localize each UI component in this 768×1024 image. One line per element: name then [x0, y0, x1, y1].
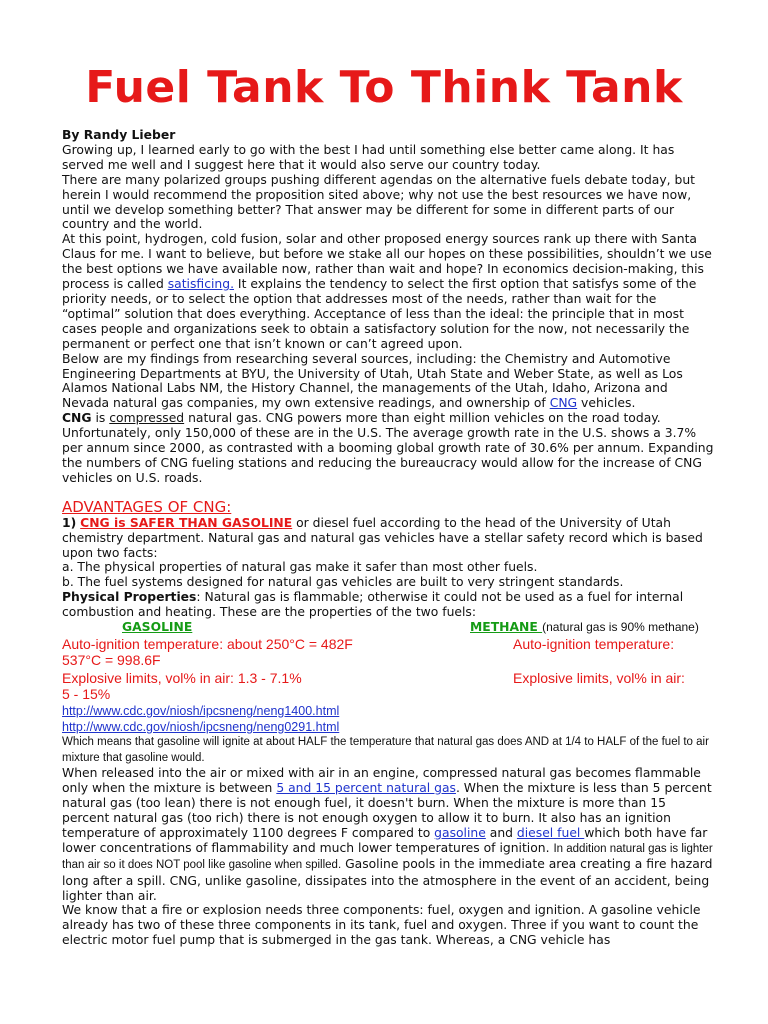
fact-a: a. The physical properties of natural gas make it safer than most other fuels. [62, 560, 538, 575]
advantages-heading: ADVANTAGES OF CNG: [62, 497, 232, 516]
cng-definition-paragraph [62, 411, 714, 486]
text-span: It explains the tendency to select the first option that satisfys some of the priority needs, or to select the option that addresses most of the needs, rather than wait for the “optimal” solution that does everything. Acceptance of less than the ideal: the principle that in most cases people and organizations seek to obtain a satisfactory solution for the now, not necessarily the permanent or perfect one that isn’t known or can’t agreed upon. [62, 277, 697, 351]
fact-b: b. The fuel systems designed for natural gas vehicles are built to very stringent standards. [62, 575, 624, 590]
advantage-1-paragraph [62, 516, 714, 561]
gasoline-link[interactable]: gasoline [434, 825, 486, 840]
author-byline: By Randy Lieber [62, 128, 176, 142]
article-body [62, 128, 714, 948]
intro-paragraph-1: Growing up, I learned early to go with the best I had until something else better came along. It has served me well and I suggest here that it would also serve our country today. [62, 142, 675, 172]
text-span: and [485, 825, 517, 840]
physical-properties-label: Physical Properties [62, 590, 197, 605]
percent-natural-gas-link[interactable]: 5 and 15 percent natural gas [276, 781, 456, 795]
advantage-1-label: CNG is SAFER THAN GASOLINE [80, 515, 293, 530]
text-span: is [91, 411, 110, 426]
which-means-paragraph: Which means that gasoline will ignite at about HALF the temperature that natural gas does AND at 1/4 to HALF of the fuel to air mixture that gasoline would. [62, 736, 709, 764]
autoignition-row [62, 636, 714, 652]
text-span: vehicles. [577, 396, 636, 411]
text-span: Gasoline pools in the immediate area creating a fire hazard long after a spill. CNG, unlike gasoline, dissipates into the atmosphere in the event of an accident, being lighter than air. [62, 857, 713, 903]
fire-components-paragraph: We know that a fire or explosion needs three components: fuel, oxygen and ignition. A gasoline vehicle already has two of these three components in its tank, fuel and oxygen. Three if you want to count the electric motor fuel pump that is submerged in the gas tank. Whereas, a CNG vehicle has [62, 903, 701, 948]
compressed-term: compressed [109, 411, 185, 426]
methane-autoignition: Auto-ignition temperature: [513, 636, 675, 653]
gasoline-autoignition: Auto-ignition temperature: about 250°C = 482F [62, 636, 353, 653]
satisficing-paragraph [62, 232, 714, 351]
text-span: which both have far lower concentrations of flammability and much lower temperatures of ignition. [62, 825, 708, 855]
advantage-number: 1) [62, 515, 77, 530]
reference-link-1-line [62, 703, 714, 719]
explosive-limits-row [62, 670, 714, 686]
text-span: At this point, hydrogen, cold fusion, solar and other proposed energy sources rank up there with Santa Claus for me. I want to believe, but before we stake all our hopes on these possibilities, shouldn’t we use the best options we have available now, rather than wait and hope? In economics decision-making, this process is called [62, 232, 712, 292]
methane-column-header [470, 620, 699, 636]
findings-paragraph [62, 352, 714, 412]
gasoline-column-header: GASOLINE [122, 620, 193, 635]
satisficing-link[interactable]: satisficing. [167, 277, 234, 292]
diesel-fuel-link[interactable]: diesel fuel [516, 825, 585, 840]
text-span: natural gas. CNG powers more than eight million vehicles on the road today. Unfortunately, only 150,000 of these are in the U.S. The average growth rate in the U.S. shows a 3.7% per annum since 2000, as contrasted with a booming global growth rate of 30.6% per annum. Expanding the numbers of CNG fueling stations and reducing the bureaucracy would allow for the increase of CNG vehicles on U.S. roads. [62, 411, 714, 485]
text-span: Below are my findings from researching several sources, including: the Chemistry and Automotive Engineering Departments at BYU, the University of Utah, Utah State and Weber State, as well as Los Alamos National Labs NM, the History Channel, the managements of the Utah, Idaho, Arizona and Nevada natural gas companies, my own extensive readings, and ownership of [62, 351, 683, 411]
gasoline-explosive-limits: Explosive limits, vol% in air: 1.3 - 7.1% [62, 670, 302, 687]
reference-link-2-line [62, 719, 714, 735]
methane-note: (natural gas is 90% methane) [542, 620, 699, 635]
intro-paragraph-2: There are many polarized groups pushing different agendas on the alternative fuels debate today, but herein I would recommend the proposition sited above; why not use the best resources we have now, until we develop something better? That answer may be different for some in different parts of our country and the world. [62, 172, 695, 232]
methane-explosive-value: 5 - 15% [62, 686, 111, 703]
methane-explosive-limits: Explosive limits, vol% in air: [513, 670, 685, 687]
text-span: or diesel fuel according to the head of the University of Utah chemistry department. Natural gas and natural gas vehicles have a stellar safety record which is based upon two facts: [62, 515, 703, 560]
page-title: Fuel Tank To Think Tank [85, 62, 683, 113]
fuel-column-headers [62, 620, 714, 636]
physical-properties-paragraph [62, 590, 714, 620]
methane-label: METHANE [470, 620, 543, 635]
cng-label: CNG [62, 411, 92, 426]
methane-autoignition-value: 537°C = 998.6F [62, 652, 161, 669]
cng-link[interactable]: CNG [549, 396, 578, 411]
text-span: : Natural gas is flammable; otherwise it could not be used as a fuel for internal combustion and heating. These are the properties of the two fuels: [62, 590, 684, 620]
lighter-than-air-note: In addition natural gas is lighter than air so it does NOT pool like gasoline when spilled. [62, 842, 713, 872]
reference-link-1[interactable]: http://www.cdc.gov/niosh/ipcsneng/neng1400.html [62, 704, 340, 719]
text-span: When released into the air or mixed with air in an engine, compressed natural gas becomes flammable only when the mixture is between [62, 766, 701, 795]
released-paragraph [62, 766, 714, 903]
text-span: . When the mixture is less than 5 percent natural gas (too lean) there is not enough fuel, it doesn't burn. When the mixture is more than 15 percent natural gas (too rich) there is not enough oxygen to allow it to burn. It also has an ignition temperature of approximately 1100 degrees F compared to [62, 781, 712, 840]
reference-link-2[interactable]: http://www.cdc.gov/niosh/ipcsneng/neng0291.html [62, 720, 340, 735]
